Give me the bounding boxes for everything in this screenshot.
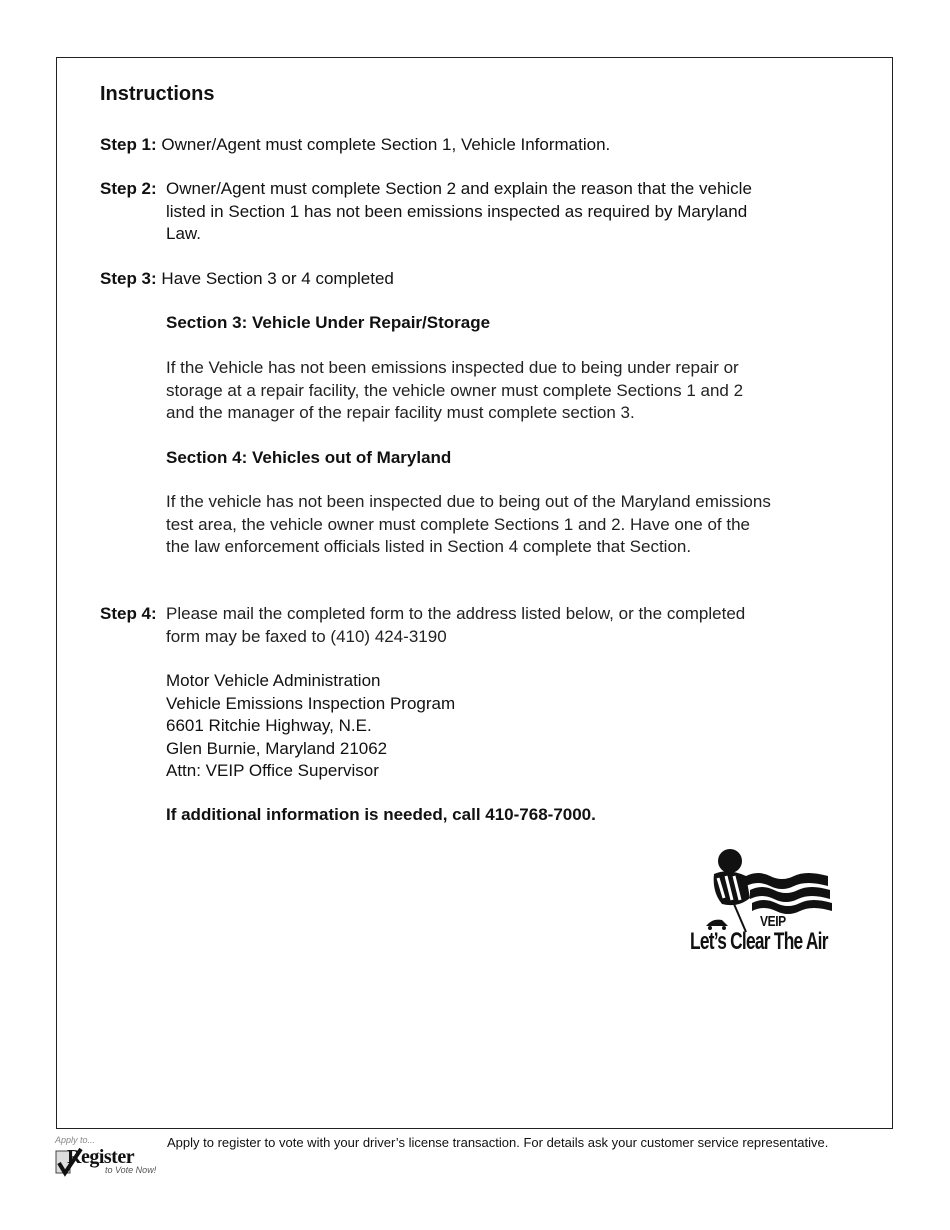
section-3-line: If the Vehicle has not been emissions inspected due to being under repair or (166, 358, 739, 377)
register-logo-sub: to Vote Now! (105, 1165, 157, 1175)
step-1 (100, 134, 610, 157)
step-1-label: Step 1: (100, 135, 157, 154)
register-to-vote-logo (55, 1135, 160, 1180)
step-4-line: Please mail the completed form to the address listed below, or the completed (166, 604, 746, 623)
step-1-text: Owner/Agent must complete Section 1, Vehicle Information. (161, 135, 611, 154)
page-title: Instructions (100, 83, 215, 105)
mailing-address (166, 670, 856, 783)
step-3 (100, 268, 394, 291)
register-logo-main: Register (67, 1146, 135, 1168)
step-2-line: Law. (166, 224, 201, 243)
section-4-line: test area, the vehicle owner must complete Sections 1 and 2. Have one of the (166, 514, 751, 534)
step-4-text (166, 603, 856, 648)
section-4-line: the law enforcement officials listed in Section 4 complete that Section. (166, 537, 692, 556)
address-line: 6601 Ritchie Highway, N.E. (166, 716, 372, 735)
section-4-heading: Section 4: Vehicles out of Maryland (166, 448, 452, 467)
step-3-label: Step 3: (100, 269, 157, 288)
step-2-line: listed in Section 1 has not been emissions inspected as required by Maryland (166, 201, 748, 221)
step-2-line: Owner/Agent must complete Section 2 and explain the reason that the vehicle (166, 179, 752, 198)
step-4-line: form may be faxed to (410) 424-3190 (166, 626, 447, 646)
step-2-text (166, 178, 856, 246)
section-3-text (166, 357, 856, 425)
section-3-line: and the manager of the repair facility must complete section 3. (166, 403, 635, 422)
step-4-label: Step 4: (100, 604, 157, 623)
step-2-label: Step 2: (100, 179, 157, 198)
section-4-line: If the vehicle has not been inspected due to being out of the Maryland emissions (166, 492, 771, 511)
section-3-heading: Section 3: Vehicle Under Repair/Storage (166, 313, 491, 332)
address-line: Glen Burnie, Maryland 21062 (166, 738, 388, 758)
contact-info: If additional information is needed, call 410-768-7000. (166, 805, 596, 824)
section-3-line: storage at a repair facility, the vehicle owner must complete Sections 1 and 2 (166, 380, 744, 400)
section-4-text (166, 491, 856, 559)
step-3-text: Have Section 3 or 4 completed (161, 269, 394, 288)
veip-logo-slogan: Let’s Clear The Air (690, 928, 828, 955)
veip-logo (688, 846, 858, 958)
address-line: Motor Vehicle Administration (166, 671, 381, 690)
register-logo-top: Apply to... (55, 1135, 96, 1145)
address-line: Vehicle Emissions Inspection Program (166, 693, 456, 713)
footer-note: Apply to register to vote with your driver’s license transaction. For details ask your customer service representative. (167, 1135, 829, 1150)
address-line: Attn: VEIP Office Supervisor (166, 761, 379, 780)
veip-logo-text: VEIP (760, 913, 786, 930)
